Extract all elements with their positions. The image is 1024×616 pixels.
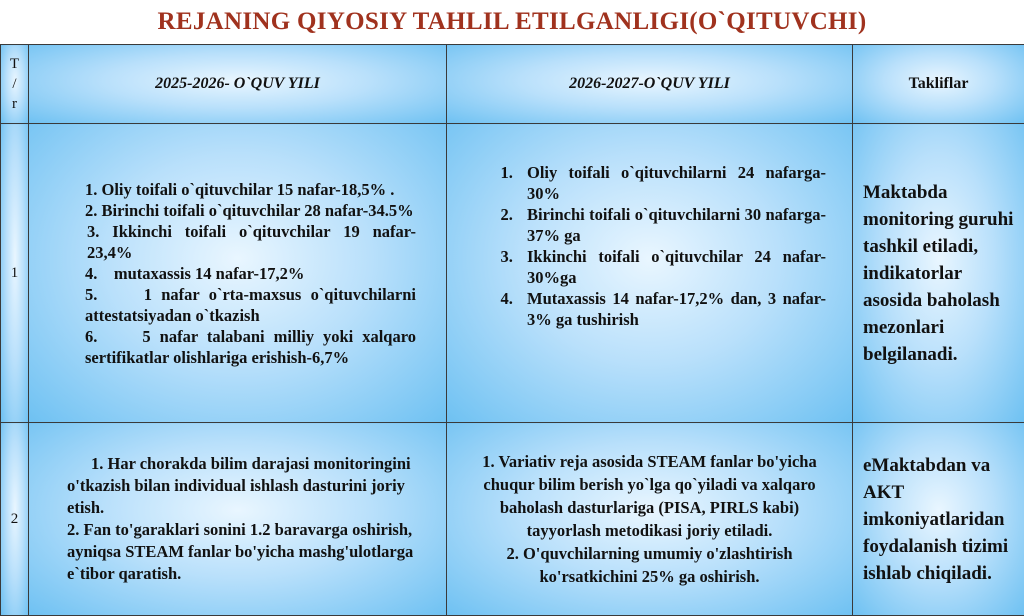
list-item: 4. Mutaxassis 14 nafar-17,2% dan, 3 nafar-3% ga tushirish [517, 288, 826, 330]
list-item: 3. Ikkinchi toifali o`qituvchilar 24 nafar-30%ga [517, 246, 826, 288]
list-item: 6. 5 nafar talabani milliy yoki xalqaro sertifikatlar olishlariga erishish-6,7% [85, 326, 416, 368]
header-num: T / r [1, 45, 29, 124]
page-title: REJANING QIYOSIY TAHLIL ETILGANLIGI(O`QITUVCHI) [0, 0, 1024, 44]
row1-2026-cell [447, 124, 853, 423]
row-number: 1 [1, 124, 29, 423]
comparison-table [0, 44, 1024, 616]
row2-takliflar-cell [853, 423, 1024, 616]
list-item: 3. Ikkinchi toifali o`qituvchilar 19 nafar-23,4% [85, 221, 416, 263]
suggestion-text: eMaktabdan va AKT imkoniyatlaridan foydalanish tizimi ishlab chiqiladi. [853, 452, 1024, 587]
list-item: 1. Oliy toifali o`qituvchilarni 24 nafarga-30% [517, 162, 826, 204]
row1-takliflar-cell [853, 124, 1024, 423]
list-item: 4. mutaxassis 14 nafar-17,2% [85, 263, 416, 284]
row2-2025-cell [29, 423, 447, 616]
table-header-row [1, 45, 1024, 124]
list-item: 2. Fan to'garaklari sonini 1.2 baravarga oshirish, ayniqsa STEAM fanlar bo'yicha mashg'ulotlarga e`tibor qaratish. [67, 519, 438, 585]
row1-2025-cell [29, 124, 447, 423]
list-item: 2. O'quvchilarning umumiy o'zlashtirish ko'rsatkichini 25% ga oshirish. [469, 542, 830, 588]
header-2026-2027: 2026-2027-O`QUV YILI [447, 45, 853, 124]
list-item: 1. Variativ reja asosida STEAM fanlar bo'yicha chuqur bilim berish yo`lga qo`yiladi va xalqaro baholash dasturlariga (PISA, PIRLS kabi) tayyorlash metodikasi joriy etiladi. [469, 450, 830, 542]
table-row [1, 423, 1024, 616]
list-item: 2. Birinchi toifali o`qituvchilar 28 nafar-34.5% [85, 200, 416, 221]
list-item: 2. Birinchi toifali o`qituvchilarni 30 nafarga-37% ga [517, 204, 826, 246]
suggestion-text: Maktabda monitoring guruhi tashkil etiladi, indikatorlar asosida baholash mezonlari belgilanadi. [853, 179, 1024, 368]
list-item: 1. Har chorakda bilim darajasi monitoringini o'tkazish bilan individual ishlash dasturini joriy etish. [67, 453, 438, 519]
list-item: 5. 1 nafar o`rta-maxsus o`qituvchilarni attestatsiyadan o`tkazish [85, 284, 416, 326]
header-takliflar: Takliflar [853, 45, 1024, 124]
list-item: 1. Oliy toifali o`qituvchilar 15 nafar-18,5% . [85, 179, 416, 200]
header-2025-2026: 2025-2026- O`QUV YILI [29, 45, 447, 124]
row-number: 2 [1, 423, 29, 616]
row2-2026-cell [447, 423, 853, 616]
table-row [1, 124, 1024, 423]
